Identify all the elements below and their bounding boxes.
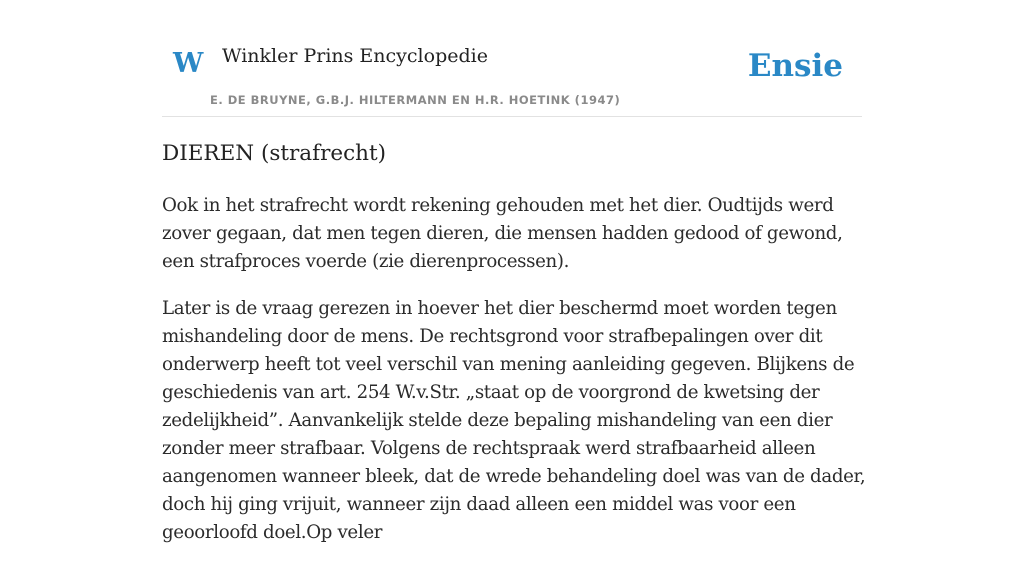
ensie-logo[interactable]: Ensie xyxy=(747,48,843,84)
page xyxy=(162,0,866,543)
winkler-prins-logo[interactable]: W xyxy=(173,48,204,79)
paragraph: Later is de vraag gerezen in hoever het dier beschermd moet worden tegen mishandeling door de mens. De rechtsgrond voor strafbepalingen over dit onderwerp heeft tot veel verschil van mening aanleiding gegeven. Blijkens de geschiedenis van art. 254 W.v.Str. „staat op de voorgrond de kwetsing der zedelijkheid”. Aanvankelijk stelde deze bepaling mishandeling van een dier zonder meer strafbaar. Volgens de rechtspraak werd strafbaarheid alleen aangenomen wanneer bleek, dat de wrede behandeling doel was van de dader, doch hij ging vrijuit, wanneer zijn daad alleen een middel was voor een geoorloofd doel.Op veler xyxy=(162,298,866,543)
source-authors: E. DE BRUYNE, G.B.J. HILTERMANN EN H.R. HOETINK (1947) xyxy=(210,93,621,107)
paragraph: Ook in het strafrecht wordt rekening gehouden met het dier. Oudtijds werd zover gegaan, dat men tegen dieren, die mensen hadden gedood of gewond, een strafproces voerde (zie dierenprocessen). xyxy=(162,195,843,272)
entry-body xyxy=(162,192,872,566)
entry-title: DIEREN (strafrecht) xyxy=(162,141,386,166)
source-title[interactable]: Winkler Prins Encyclopedie xyxy=(222,45,488,67)
header xyxy=(162,0,862,117)
